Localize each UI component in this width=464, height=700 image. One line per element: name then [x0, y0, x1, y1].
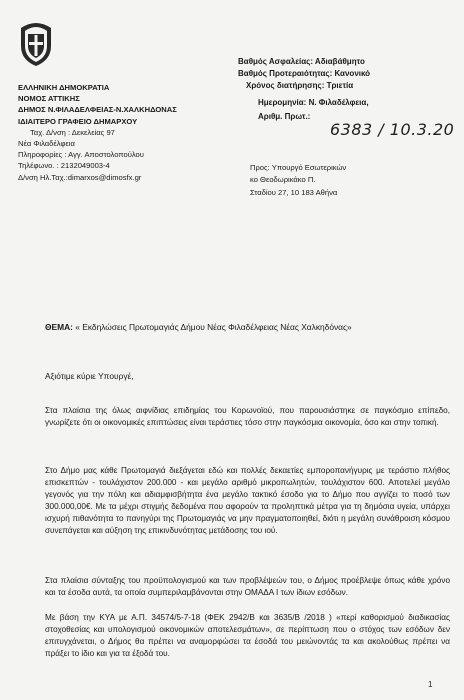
body-paragraph: Στα πλαίσια της όλως αιφνίδιας επιδημίας του Κορωνοϊού, που παρουσιάστηκε σε παγκόσμιο επίπεδο, γνωρίζετε ότι οι οικονομικές επιπτώσεις είναι τεράστιες τόσο στην παγκόσμια οικονομία, όσο και στην τοπική.	[45, 406, 450, 427]
org-line: ΙΔΙΑΙΤΕΡΟ ΓΡΑΦΕΙΟ ΔΗΜΑΡΧΟΥ	[18, 116, 138, 126]
subject-line	[45, 322, 455, 332]
body-paragraph: Στο Δήμο μας κάθε Πρωτομαγιά διεξάγεται εδώ και πολλές δεκαετίες εμποροπανήγυρις με τεράστιο πλήθος επισκεπτών - τουλάχιστον 200.000 - και μεγάλο αριθμό μικροπωλητών, τουλάχιστον 600. Αποτελεί μεγάλο γεγονός για την πόλη και αδιαμφισβήτητα ένα μεγάλο τακτικό έσοδο για το Δήμο που αγγίζει το ποσό των 300.000,00€. Με τα μέχρι στιγμής δεδομένα που αφορούν τα προληπτικά μέτρα για τη δημόσια υγεία, υπάρχει ισχυρή πιθανότητα το πανηγύρι της Πρωτομαγιάς να μην πραγματοποιηθεί, διότι η μεγάλη συνάθροιση κόσμου συνεπάγεται και αύξηση της επικινδυνότητας μετάδοσης του ιού.	[45, 466, 450, 535]
sender-info: Πληροφορίες : Αγγ. Αποστολοπούλου	[18, 150, 144, 160]
sender-phone: Τηλέφωνο. : 2132049003-4	[18, 161, 110, 171]
sender-email: Δ/νση Ηλ.Ταχ.:dimarxos@dimosfx.gr	[18, 172, 142, 182]
security-level: Βαθμός Ασφαλείας: Αδιαβάθμητο	[238, 57, 365, 66]
priority-level: Βαθμός Προτεραιότητας: Κανονικό	[238, 69, 371, 78]
recipient-line: κο Θεοδωρικάκο Π.	[250, 175, 316, 185]
handwritten-protocol-number: 6383 / 10.3.20	[330, 120, 455, 139]
body-paragraph: Με βάση την ΚΥΑ με Α.Π. 34574/5-7-18 (ΦΕΚ 2942/Β και 3635/Β /2018 ) «περί καθορισμού διαδικασίας στοχοθεσίας και υπολογισμού οικονομικών αποτελεσμάτων», σε περίπτωση που ο στόχος των εσόδων δεν επιτυγχάνεται, ο Δήμος θα πρέπει να αναμορφώσει τα έσοδά του μειώνοντάς τα και ακολούθως πρέπει να πράξει το ίδιο και για τα έξοδά του.	[45, 613, 450, 658]
sender-block	[18, 82, 218, 183]
body-paragraph: Στα πλαίσια σύνταξης του προϋπολογισμού και των προβλέψεών του, ο Δήμος προέβλεψε όπως κάθε χρόνο και τα έσοδα αυτά, τα οποία συμπεριλαμβάνονται στην ΟΜΑΔΑ Ι των ίδιων εσόδων.	[45, 576, 450, 597]
sender-city: Νέα Φιλαδέλφεια	[18, 139, 75, 149]
classification-block	[238, 56, 458, 92]
org-line: ΝΟΜΟΣ ΑΤΤΙΚΗΣ	[18, 94, 80, 104]
sender-address: Ταχ. Δ/νση : Δεκελείας 97	[30, 127, 115, 137]
org-line: ΕΛΛΗΝΙΚΗ ΔΗΜΟΚΡΑΤΙΑ	[18, 83, 110, 92]
salutation: Αξιότιμε κύριε Υπουργέ,	[45, 371, 134, 381]
protocol-label: Αριθμ. Πρωτ.:	[258, 112, 311, 121]
page-number: 1	[428, 680, 433, 689]
subject-label: ΘΕΜΑ:	[45, 322, 73, 332]
retention-period: Χρόνος διατήρησης: Τριετία	[246, 81, 354, 90]
recipient-block	[250, 162, 460, 199]
subject-text: « Εκδηλώσεις Πρωτομαγιάς Δήμου Νέας Φιλαδέλφειας Νέας Χαλκηδόνας»	[75, 322, 352, 332]
date-label: Ημερομηνία: Ν. Φιλαδέλφεια,	[258, 98, 369, 107]
greek-coat-of-arms-icon	[17, 20, 55, 67]
recipient-line: Σταδίου 27, 10 183 Αθήνα	[250, 187, 338, 197]
org-line: ΔΗΜΟΣ Ν.ΦΙΛΑΔΕΛΦΕΙΑΣ-Ν.ΧΑΛΚΗΔΟΝΑΣ	[18, 105, 177, 115]
recipient-line: Προς: Υπουργό Εσωτερικών	[250, 163, 347, 172]
